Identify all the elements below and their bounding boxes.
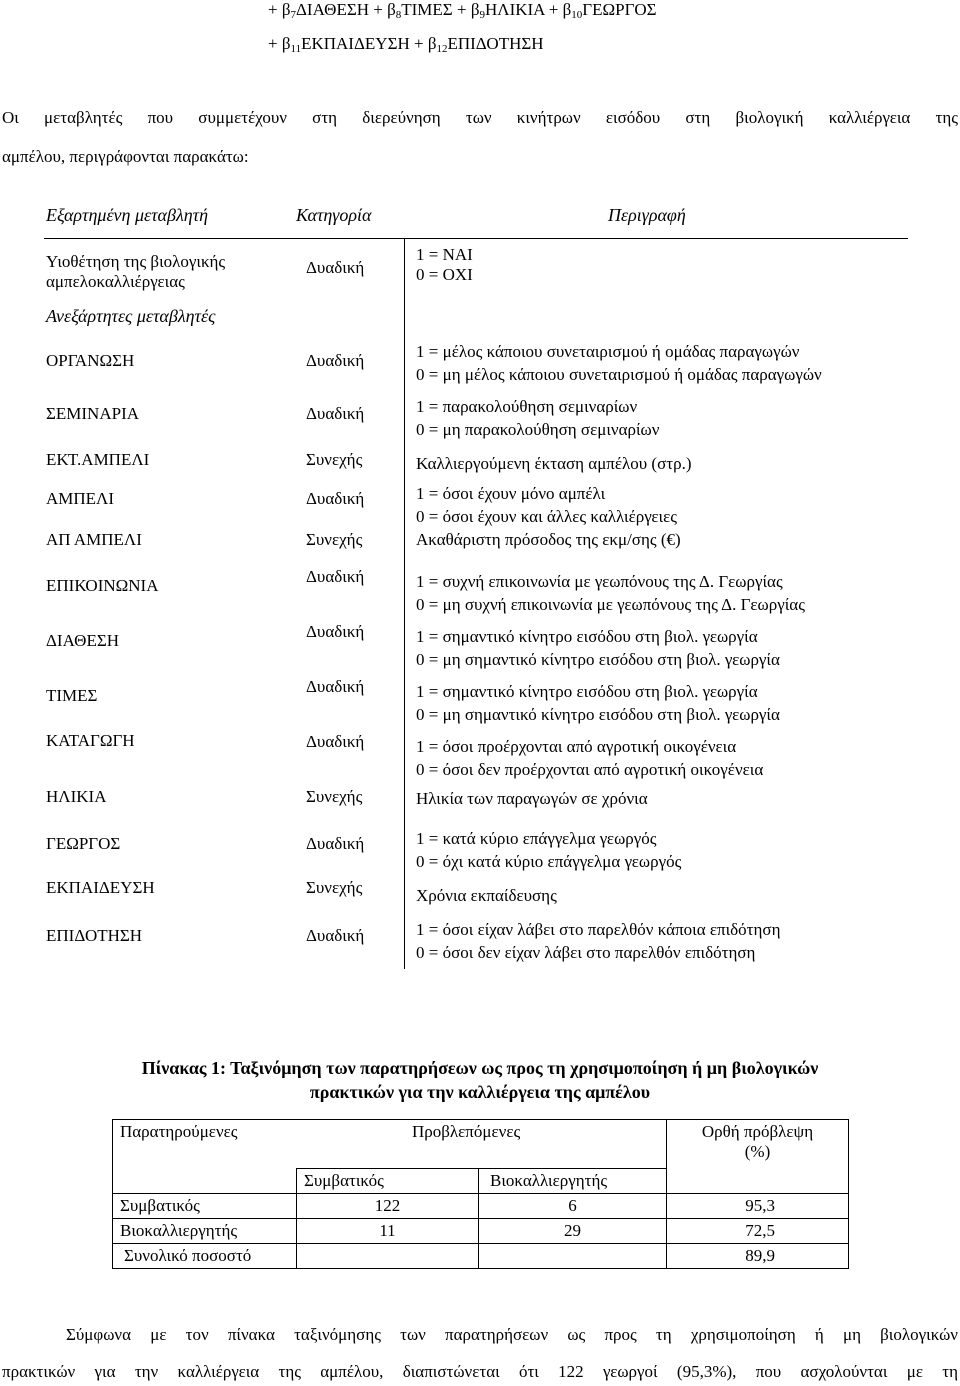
subheader-conventional: Συμβατικός <box>304 1171 384 1190</box>
row-label: Συμβατικός <box>120 1196 200 1215</box>
intro-line-2: αμπέλου, περιγράφονται παρακάτω: <box>2 147 249 166</box>
cell-organic: 6 <box>568 1196 577 1215</box>
var-category: Δυαδική <box>306 567 365 586</box>
var-description: 1 = κατά κύριο επάγγελμα γεωργός 0 = όχι κατά κύριο επάγγελμα γεωργός <box>416 829 682 871</box>
var-description: 1 = σημαντικό κίνητρο εισόδου στη βιολ. γεωργία 0 = μη σημαντικό κίνητρο εισόδου στη βιολ. γεωργία <box>416 682 780 724</box>
table1-caption-line-1: Πίνακας 1: Ταξινόμηση των παρατηρήσεων ως προς τη χρησιμοποίηση ή μη βιολογικών <box>141 1058 819 1078</box>
closing-line-1: Σύμφωνα με τον πίνακα ταξινόμησης των παρατηρήσεων ως προς τη χρησιμοποίηση ή μη βιολογικών <box>66 1325 958 1344</box>
var-category: Δυαδική <box>306 677 365 696</box>
var-name: ΣΕΜΙΝΑΡΙΑ <box>46 404 140 423</box>
cell-conventional: 11 <box>379 1221 396 1240</box>
var-category: Δυαδική <box>306 732 365 751</box>
var-category: Δυαδική <box>306 489 365 508</box>
var-category: Δυαδική <box>306 622 365 641</box>
var-name: ΔΙΑΘΕΣΗ <box>46 631 120 650</box>
var-name: ΕΚΠΑΙΔΕΥΣΗ <box>46 878 155 897</box>
header-correct-prediction: Ορθή πρόβλεψη (%) <box>701 1122 814 1162</box>
column-divider <box>404 239 405 969</box>
var-name: ΤΙΜΕΣ <box>46 686 98 705</box>
dependent-var-category: Δυαδική <box>306 258 365 277</box>
var-name: ΟΡΓΑΝΩΣΗ <box>46 351 135 370</box>
var-description: Ηλικία των παραγωγών σε χρόνια <box>416 789 648 808</box>
header-description: Περιγραφή <box>608 205 686 225</box>
var-description: Καλλιεργούμενη έκταση αμπέλου (στρ.) <box>416 454 692 473</box>
var-category: Δυαδική <box>306 834 365 853</box>
table1-caption-line-2: πρακτικών για την καλλιέργεια της αμπέλου <box>309 1082 651 1102</box>
cell-percent: 95,3 <box>745 1196 775 1215</box>
row-label: Συνολικό ποσοστό <box>124 1246 252 1265</box>
equation-line-2: + $\beta_{11}EK\Pi AI\Delta E\Upsilon\Sigma H + \beta_{12}E\Pi I\Delta OTH\Sigma H$ <box>268 34 544 55</box>
var-description: 1 = όσοι έχουν μόνο αμπέλι 0 = όσοι έχουν και άλλες καλλιέργειες <box>416 484 678 526</box>
var-category: Δυαδική <box>306 404 365 423</box>
var-description: Χρόνια εκπαίδευσης <box>416 886 557 905</box>
intro-line-1: Οι μεταβλητές που συμμετέχουν στη διερεύνηση των κινήτρων εισόδου στη βιολογική καλλιέργεια της <box>2 108 958 127</box>
dependent-var-name: Υιοθέτηση της βιολογικής αμπελοκαλλιέργειας <box>46 252 226 292</box>
var-name: ΗΛΙΚΙΑ <box>46 787 107 806</box>
equation-line-1: + $\beta_7\Delta IA\Theta E\Sigma H + \beta_8TIME\Sigma + \beta_9H\Lambda IKIA + \beta_{10}\Gamma E\Omega P\Gamma O\Sigma$ <box>268 0 657 21</box>
var-category: Δυαδική <box>306 926 365 945</box>
var-name: ΓΕΩΡΓΟΣ <box>46 834 121 853</box>
var-category: Συνεχής <box>306 450 363 469</box>
var-category: Συνεχής <box>306 878 363 897</box>
dependent-var-desc: 1 = ΝΑΙ 0 = ΟΧΙ <box>416 245 473 285</box>
cell-percent: 72,5 <box>745 1221 775 1240</box>
var-description: 1 = παρακολούθηση σεμιναρίων 0 = μη παρακολούθηση σεμιναρίων <box>416 397 660 439</box>
cell-conventional: 122 <box>374 1196 401 1215</box>
cell-percent: 89,9 <box>745 1246 775 1265</box>
var-name: ΕΚΤ.ΑΜΠΕΛΙ <box>46 450 150 469</box>
var-name: ΑΠ ΑΜΠΕΛΙ <box>46 530 142 549</box>
var-description: 1 = συχνή επικοινωνία με γεωπόνους της Δ. Γεωργίας 0 = μη συχνή επικοινωνία με γεωπόνους της Δ. Γεωργίας <box>416 572 805 614</box>
var-description: 1 = μέλος κάποιου συνεταιρισμού ή ομάδας παραγωγών 0 = μη μέλος κάποιου συνεταιρισμού ή ομάδας παραγωγών <box>416 342 822 384</box>
var-name: ΑΜΠΕΛΙ <box>46 489 115 508</box>
var-category: Συνεχής <box>306 787 363 806</box>
var-name: ΕΠΙΚΟΙΝΩΝΙΑ <box>46 576 159 595</box>
cell-organic: 29 <box>564 1221 581 1240</box>
row-label: Βιοκαλλιεργητής <box>120 1221 238 1240</box>
header-category: Κατηγορία <box>296 205 372 225</box>
var-description: Ακαθάριστη πρόσοδος της εκμ/σης (€) <box>416 530 681 549</box>
header-predicted: Προβλεπόμενες <box>412 1122 521 1141</box>
var-description: 1 = όσοι προέρχονται από αγροτική οικογένεια 0 = όσοι δεν προέρχονται από αγροτική οικογένεια <box>416 737 764 779</box>
var-category: Συνεχής <box>306 530 363 549</box>
header-dependent-variable: Εξαρτημένη μεταβλητή <box>46 205 209 225</box>
var-name: ΚΑΤΑΓΩΓΗ <box>46 731 135 750</box>
header-observed: Παρατηρούμενες <box>120 1122 238 1141</box>
var-description: 1 = όσοι είχαν λάβει στο παρελθόν κάποια επιδότηση 0 = όσοι δεν είχαν λάβει στο παρελθόν επιδότηση <box>416 920 781 962</box>
var-description: 1 = σημαντικό κίνητρο εισόδου στη βιολ. γεωργία 0 = μη σημαντικό κίνητρο εισόδου στη βιολ. γεωργία <box>416 627 780 669</box>
header-rule <box>44 238 908 239</box>
subheader-organic: Βιοκαλλιεργητής <box>490 1171 608 1190</box>
var-category: Δυαδική <box>306 351 365 370</box>
independent-heading: Ανεξάρτητες μεταβλητές <box>46 306 216 326</box>
closing-line-2: πρακτικών για την καλλιέργεια της αμπέλου, διαπιστώνεται ότι 122 γεωργοί (95,3%), που ασχολούνται με τη <box>2 1362 958 1381</box>
var-name: ΕΠΙΔΟΤΗΣΗ <box>46 926 143 945</box>
